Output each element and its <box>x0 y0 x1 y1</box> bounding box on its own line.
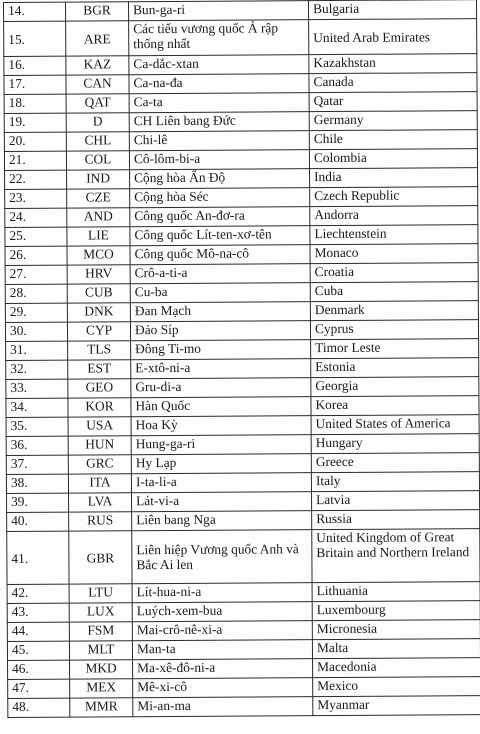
english-name-cell: Andorra <box>310 206 478 226</box>
row-number-cell: 24. <box>5 208 67 227</box>
country-code-cell: CZE <box>67 189 130 208</box>
country-code-cell: COL <box>66 151 129 170</box>
english-name-cell: Liechtenstein <box>310 225 478 245</box>
row-number-cell: 41. <box>7 531 69 584</box>
row-number-cell: 43. <box>7 603 69 622</box>
row-number-cell: 42. <box>7 584 69 603</box>
country-code-cell: BGR <box>66 2 129 21</box>
vietnamese-name-cell: CH Liên bang Đức <box>129 112 309 132</box>
vietnamese-name-cell: Công quốc Mô-na-cô <box>130 245 310 265</box>
english-name-cell: United Kingdom of Great Britain and Northern Ireland <box>312 529 480 583</box>
country-code-cell: FSM <box>69 622 132 641</box>
english-name-cell: Croatia <box>310 263 478 283</box>
country-code-cell: CYP <box>67 322 130 341</box>
english-name-cell: Georgia <box>311 377 479 397</box>
row-number-cell: 26. <box>5 246 67 265</box>
vietnamese-name-cell: Chi-lê <box>129 131 309 151</box>
english-name-cell: Timor Leste <box>311 339 479 359</box>
vietnamese-name-cell: Lít-hua-ni-a <box>132 583 312 603</box>
table-row <box>4 19 477 57</box>
english-name-cell: Bulgaria <box>308 0 476 20</box>
vietnamese-name-cell: Mi-an-ma <box>133 697 313 717</box>
country-code-cell: AND <box>67 208 130 227</box>
english-name-cell: Monaco <box>310 244 478 264</box>
country-code-cell: LIE <box>67 227 130 246</box>
country-code-cell: KOR <box>68 398 131 417</box>
row-number-cell: 38. <box>6 474 68 493</box>
row-number-cell: 31. <box>6 341 68 360</box>
english-name-cell: United Arab Emirates <box>309 19 477 55</box>
vietnamese-name-cell: Ma-xê-đô-ni-a <box>133 659 313 679</box>
vietnamese-name-cell: Liên hiệp Vương quốc Anh và Bắc Ai len <box>132 530 312 584</box>
vietnamese-name-cell: I-ta-li-a <box>131 473 311 493</box>
row-number-cell: 23. <box>5 189 67 208</box>
english-name-cell: Italy <box>311 472 479 492</box>
country-code-cell: MEX <box>70 679 133 698</box>
table-row <box>7 529 480 585</box>
row-number-cell: 16. <box>4 56 66 75</box>
row-number-cell: 30. <box>5 322 67 341</box>
english-name-cell: Denmark <box>310 301 478 321</box>
vietnamese-name-cell: Liên bang Nga <box>132 511 312 531</box>
row-number-cell: 21. <box>4 151 66 170</box>
country-code-cell: MKD <box>70 660 133 679</box>
vietnamese-name-cell: Hy Lạp <box>131 454 311 474</box>
country-code-cell: QAT <box>66 94 129 113</box>
row-number-cell: 25. <box>5 227 67 246</box>
english-name-cell: Czech Republic <box>310 187 478 207</box>
country-code-cell: MCO <box>67 246 130 265</box>
country-code-cell: GBR <box>69 531 132 584</box>
vietnamese-name-cell: Ca-ta <box>129 93 309 113</box>
country-code-cell: LUX <box>69 603 132 622</box>
english-name-cell: Hungary <box>311 434 479 454</box>
vietnamese-name-cell: Công quốc An-đơ-ra <box>130 207 310 227</box>
vietnamese-name-cell: Đan Mạch <box>130 302 310 322</box>
row-number-cell: 33. <box>6 379 68 398</box>
country-code-cell: CHL <box>66 132 129 151</box>
english-name-cell: India <box>310 168 478 188</box>
vietnamese-name-cell: Hoa Kỳ <box>131 416 311 436</box>
row-number-cell: 46. <box>8 660 70 679</box>
row-number-cell: 22. <box>5 170 67 189</box>
country-code-cell: USA <box>68 417 131 436</box>
english-name-cell: Chile <box>309 130 477 150</box>
vietnamese-name-cell: Gru-di-a <box>131 378 311 398</box>
row-number-cell: 15. <box>4 21 66 56</box>
english-name-cell: United States of America <box>311 415 479 435</box>
country-code-cell: TLS <box>68 341 131 360</box>
country-code-cell: CUB <box>67 284 130 303</box>
vietnamese-name-cell: Ca-na-đa <box>129 74 309 94</box>
vietnamese-name-cell: Cộng hòa Ấn Độ <box>130 169 310 189</box>
row-number-cell: 17. <box>4 75 66 94</box>
vietnamese-name-cell: Lát-vi-a <box>132 492 312 512</box>
row-number-cell: 45. <box>7 641 69 660</box>
row-number-cell: 37. <box>6 455 68 474</box>
english-name-cell: Macedonia <box>313 658 480 678</box>
country-code-cell: EST <box>68 360 131 379</box>
vietnamese-name-cell: Bun-ga-ri <box>129 1 309 21</box>
english-name-cell: Cyprus <box>310 320 478 340</box>
country-code-cell: GRC <box>68 455 131 474</box>
row-number-cell: 20. <box>4 132 66 151</box>
country-code-cell: GEO <box>68 379 131 398</box>
country-code-cell: LVA <box>69 493 132 512</box>
english-name-cell: Greece <box>311 453 479 473</box>
vietnamese-name-cell: Mai-crô-nê-xi-a <box>132 621 312 641</box>
vietnamese-name-cell: Cu-ba <box>130 283 310 303</box>
row-number-cell: 19. <box>4 113 66 132</box>
country-code-cell: ARE <box>66 21 129 56</box>
vietnamese-name-cell: Ca-dắc-xtan <box>129 55 309 75</box>
english-name-cell: Colombia <box>309 149 477 169</box>
row-number-cell: 40. <box>7 512 69 531</box>
english-name-cell: Cuba <box>310 282 478 302</box>
vietnamese-name-cell: Đông Ti-mo <box>131 340 311 360</box>
row-number-cell: 34. <box>6 398 68 417</box>
vietnamese-name-cell: Hàn Quốc <box>131 397 311 417</box>
english-name-cell: Malta <box>312 639 480 659</box>
row-number-cell: 18. <box>4 94 66 113</box>
country-code-cell: DNK <box>67 303 130 322</box>
english-name-cell: Mexico <box>313 677 480 697</box>
table-row <box>8 696 480 718</box>
english-name-cell: Russia <box>312 510 480 530</box>
country-code-cell: IND <box>67 170 130 189</box>
vietnamese-name-cell: Man-ta <box>132 640 312 660</box>
row-number-cell: 14. <box>4 2 66 21</box>
row-number-cell: 48. <box>8 698 70 717</box>
english-name-cell: Korea <box>311 396 479 416</box>
vietnamese-name-cell: Cộng hòa Séc <box>130 188 310 208</box>
vietnamese-name-cell: E-xtô-ni-a <box>131 359 311 379</box>
english-name-cell: Canada <box>309 73 477 93</box>
english-name-cell: Latvia <box>311 491 479 511</box>
country-code-cell: CAN <box>66 75 129 94</box>
country-code-cell: D <box>66 113 129 132</box>
row-number-cell: 35. <box>6 417 68 436</box>
row-number-cell: 32. <box>6 360 68 379</box>
english-name-cell: Qatar <box>309 92 477 112</box>
country-code-cell: RUS <box>69 512 132 531</box>
country-code-cell: MMR <box>70 698 133 717</box>
country-code-cell: HUN <box>68 436 131 455</box>
vietnamese-name-cell: Crô-a-ti-a <box>130 264 310 284</box>
row-number-cell: 28. <box>5 284 67 303</box>
country-code-cell: LTU <box>69 584 132 603</box>
country-code-table <box>3 0 480 718</box>
english-name-cell: Luxembourg <box>312 601 480 621</box>
row-number-cell: 44. <box>7 622 69 641</box>
country-code-cell: KAZ <box>66 56 129 75</box>
english-name-cell: Myanmar <box>313 696 480 716</box>
vietnamese-name-cell: Luých-xem-bua <box>132 602 312 622</box>
english-name-cell: Lithuania <box>312 582 480 602</box>
row-number-cell: 39. <box>7 493 69 512</box>
vietnamese-name-cell: Đảo Síp <box>130 321 310 341</box>
vietnamese-name-cell: Cô-lôm-bi-a <box>129 150 309 170</box>
row-number-cell: 29. <box>5 303 67 322</box>
vietnamese-name-cell: Các tiểu vương quốc Ả rập thống nhất <box>129 20 309 56</box>
english-name-cell: Micronesia <box>312 620 480 640</box>
english-name-cell: Estonia <box>311 358 479 378</box>
vietnamese-name-cell: Công quốc Lít-ten-xơ-tên <box>130 226 310 246</box>
english-name-cell: Kazakhstan <box>309 54 477 74</box>
country-code-cell: MLT <box>69 641 132 660</box>
row-number-cell: 47. <box>8 679 70 698</box>
country-table-body <box>4 0 480 717</box>
vietnamese-name-cell: Hung-ga-ri <box>131 435 311 455</box>
english-name-cell: Germany <box>309 111 477 131</box>
country-code-cell: ITA <box>68 474 131 493</box>
row-number-cell: 27. <box>5 265 67 284</box>
vietnamese-name-cell: Mê-xi-cô <box>133 678 313 698</box>
row-number-cell: 36. <box>6 436 68 455</box>
country-code-cell: HRV <box>67 265 130 284</box>
